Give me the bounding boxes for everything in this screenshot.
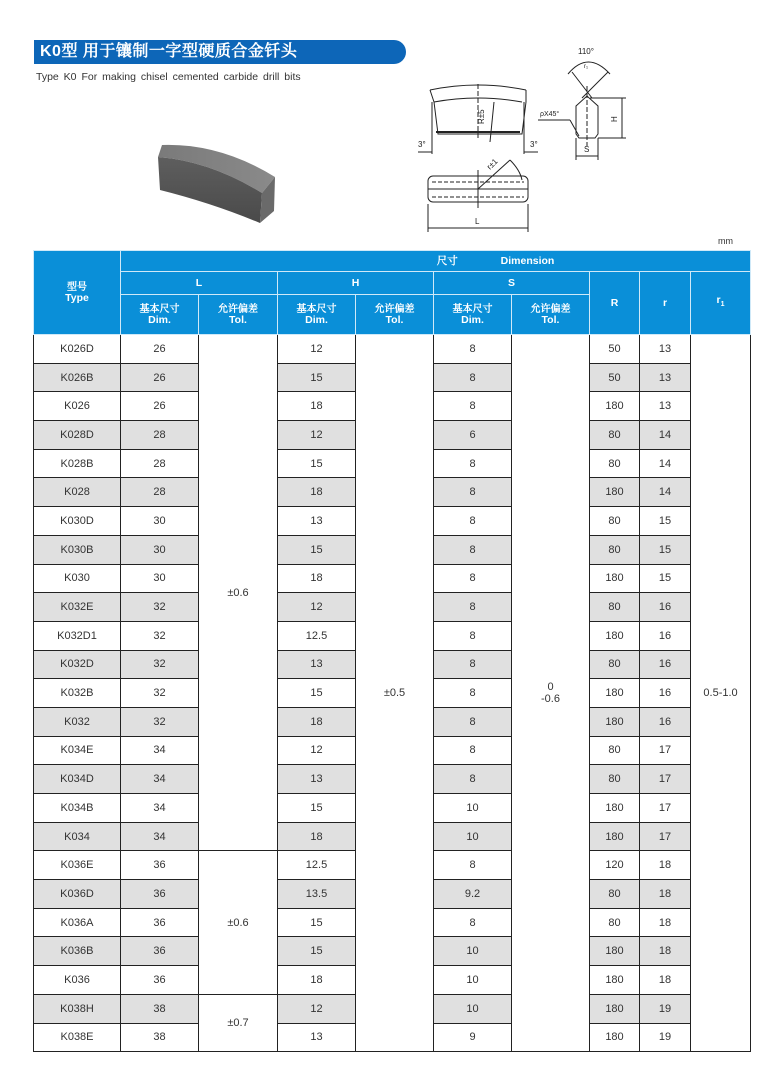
type-cell: K026D (34, 335, 121, 364)
r-cell: 80 (590, 908, 640, 937)
s-dim-cell: 10 (434, 994, 512, 1023)
l-dim-cell: 38 (121, 1023, 199, 1052)
small-r-cell: 16 (640, 650, 691, 679)
s-tol-upper: 0 (547, 681, 554, 694)
l-dim-cell: 34 (121, 794, 199, 823)
h-tol-header: 允许偏差 Tol. (356, 295, 434, 335)
l-dim-cell: 26 (121, 335, 199, 364)
r-cell: 80 (590, 535, 640, 564)
h-dim-cell: 12 (278, 421, 356, 450)
r-cell: 80 (590, 736, 640, 765)
col-h-header: H (278, 272, 434, 295)
type-cell: K034 (34, 822, 121, 851)
r-cell: 50 (590, 363, 640, 392)
type-cell: K032D (34, 650, 121, 679)
type-cell: K034B (34, 794, 121, 823)
s-dim-cell: 8 (434, 335, 512, 364)
l-dim-cell: 26 (121, 392, 199, 421)
h-dim-cell: 13 (278, 1023, 356, 1052)
l-tol-cell: ±0.6 (199, 851, 278, 994)
right-angle-label: 3° (530, 140, 538, 149)
h-dim-cell: 13.5 (278, 880, 356, 909)
small-r-cell: 15 (640, 535, 691, 564)
r1-cell: 0.5-1.0 (691, 335, 751, 1052)
small-r-cell: 14 (640, 421, 691, 450)
type-cell: K030B (34, 535, 121, 564)
r-cell: 180 (590, 794, 640, 823)
h-dim-cell: 18 (278, 478, 356, 507)
s-dim-cell: 8 (434, 478, 512, 507)
h-dim-cell: 18 (278, 392, 356, 421)
r-cell: 180 (590, 679, 640, 708)
type-cell: K026B (34, 363, 121, 392)
h-dim-cell: 15 (278, 937, 356, 966)
r-cell: 80 (590, 507, 640, 536)
small-r-cell: 16 (640, 593, 691, 622)
s-dim-cell: 8 (434, 851, 512, 880)
small-r-cell: 17 (640, 794, 691, 823)
s-dim-cell: 8 (434, 535, 512, 564)
type-cell: K036E (34, 851, 121, 880)
r-cell: 80 (590, 593, 640, 622)
l-tol-header: 允许偏差 Tol. (199, 295, 278, 335)
r-cell: 180 (590, 478, 640, 507)
l-dim-cell: 30 (121, 564, 199, 593)
s-label: S (584, 145, 590, 154)
l-dim-cell: 30 (121, 535, 199, 564)
h-dim-cell: 12 (278, 335, 356, 364)
l-dim-cell: 26 (121, 363, 199, 392)
s-dim-cell: 8 (434, 564, 512, 593)
r-cell: 80 (590, 650, 640, 679)
technical-drawing (398, 42, 638, 234)
r-cell: 180 (590, 822, 640, 851)
l-dim-cell: 36 (121, 908, 199, 937)
h-dim-cell: 15 (278, 794, 356, 823)
type-cell: K036 (34, 966, 121, 995)
small-r-cell: 14 (640, 478, 691, 507)
small-r-cell: 15 (640, 507, 691, 536)
r-cell: 80 (590, 765, 640, 794)
spec-table (33, 250, 751, 1052)
table-row (34, 335, 751, 364)
type-cell: K036B (34, 937, 121, 966)
r-cell: 80 (590, 880, 640, 909)
h-dim-cell: 12 (278, 736, 356, 765)
rr-label: r±1 (485, 156, 500, 172)
type-cell: K032B (34, 679, 121, 708)
type-cell: K026 (34, 392, 121, 421)
col-s-header: S (434, 272, 590, 295)
small-r-cell: 18 (640, 851, 691, 880)
l-dim-cell: 36 (121, 880, 199, 909)
l-dim-cell: 36 (121, 937, 199, 966)
dimension-header: 尺寸 Dimension (121, 251, 751, 272)
l-dim-cell: 28 (121, 421, 199, 450)
h-dim-cell: 13 (278, 650, 356, 679)
r-cell: 180 (590, 707, 640, 736)
h-dim-cell: 12 (278, 994, 356, 1023)
l-dim-cell: 34 (121, 822, 199, 851)
angle-label: 110° (578, 47, 594, 56)
s-dim-cell: 10 (434, 822, 512, 851)
small-r-cell: 15 (640, 564, 691, 593)
r-cell: 180 (590, 1023, 640, 1052)
r-label: R±5 (477, 109, 486, 124)
r-cell: 180 (590, 621, 640, 650)
s-dim-cell: 9 (434, 1023, 512, 1052)
h-dim-cell: 13 (278, 765, 356, 794)
s-dim-cell: 8 (434, 736, 512, 765)
h-dim-cell: 15 (278, 679, 356, 708)
l-dim-cell: 32 (121, 593, 199, 622)
col-small-r-header: r (640, 272, 691, 335)
h-dim-cell: 15 (278, 449, 356, 478)
h-dim-cell: 18 (278, 966, 356, 995)
col-type-header: 型号 Type (34, 251, 121, 335)
small-r-cell: 16 (640, 707, 691, 736)
small-r-cell: 17 (640, 822, 691, 851)
l-dim-cell: 32 (121, 621, 199, 650)
l-tol-cell: ±0.6 (199, 335, 278, 851)
product-photo (150, 115, 290, 225)
small-r-cell: 13 (640, 363, 691, 392)
type-cell: K034D (34, 765, 121, 794)
r-cell: 80 (590, 421, 640, 450)
r-cell: 180 (590, 966, 640, 995)
h-dim-cell: 13 (278, 507, 356, 536)
type-cell: K032 (34, 707, 121, 736)
l-dim-cell: 36 (121, 966, 199, 995)
l-dim-cell: 34 (121, 765, 199, 794)
r-cell: 120 (590, 851, 640, 880)
type-cell: K038H (34, 994, 121, 1023)
type-cell: K028D (34, 421, 121, 450)
type-cell: K028 (34, 478, 121, 507)
unit-label: mm (718, 236, 733, 246)
type-cell: K030 (34, 564, 121, 593)
small-r-cell: 17 (640, 765, 691, 794)
s-dim-cell: 10 (434, 937, 512, 966)
r-cell: 80 (590, 449, 640, 478)
l-dim-cell: 32 (121, 707, 199, 736)
l-tol-cell: ±0.7 (199, 994, 278, 1051)
r-cell: 180 (590, 564, 640, 593)
l-dim-cell: 32 (121, 679, 199, 708)
small-r-cell: 14 (640, 449, 691, 478)
h-dim-header: 基本尺寸 Dim. (278, 295, 356, 335)
s-dim-cell: 8 (434, 707, 512, 736)
chamfer-label: ρX45° (540, 111, 560, 118)
h-label: H (610, 116, 619, 122)
h-dim-cell: 15 (278, 908, 356, 937)
s-dim-cell: 10 (434, 966, 512, 995)
s-dim-cell: 9.2 (434, 880, 512, 909)
small-r-cell: 18 (640, 966, 691, 995)
h-dim-cell: 15 (278, 363, 356, 392)
h-dim-cell: 12.5 (278, 621, 356, 650)
s-dim-cell: 8 (434, 621, 512, 650)
r-cell: 180 (590, 392, 640, 421)
s-dim-cell: 8 (434, 765, 512, 794)
small-r-cell: 18 (640, 880, 691, 909)
l-label: L (475, 217, 480, 226)
left-angle-label: 3° (418, 140, 426, 149)
small-r-cell: 18 (640, 937, 691, 966)
small-r-cell: 17 (640, 736, 691, 765)
h-dim-cell: 18 (278, 707, 356, 736)
small-r-cell: 19 (640, 1023, 691, 1052)
l-dim-cell: 32 (121, 650, 199, 679)
type-cell: K036A (34, 908, 121, 937)
col-r-header: R (590, 272, 640, 335)
l-dim-header: 基本尺寸 Dim. (121, 295, 199, 335)
s-dim-cell: 6 (434, 421, 512, 450)
r-cell: 180 (590, 937, 640, 966)
s-dim-header: 基本尺寸 Dim. (434, 295, 512, 335)
small-r-cell: 16 (640, 621, 691, 650)
type-cell: K028B (34, 449, 121, 478)
s-dim-cell: 8 (434, 650, 512, 679)
type-cell: K034E (34, 736, 121, 765)
l-dim-cell: 28 (121, 478, 199, 507)
s-dim-cell: 8 (434, 593, 512, 622)
s-dim-cell: 8 (434, 363, 512, 392)
s-dim-cell: 10 (434, 794, 512, 823)
s-tol-header: 允许偏差 Tol. (512, 295, 590, 335)
s-dim-cell: 8 (434, 507, 512, 536)
col-l-header: L (121, 272, 278, 295)
s-dim-cell: 8 (434, 679, 512, 708)
page-title: K0型 用于镶制一字型硬质合金钎头 (34, 40, 406, 64)
l-dim-cell: 28 (121, 449, 199, 478)
page-subtitle: Type K0 For making chisel cemented carbide drill bits (36, 71, 301, 83)
r-cell: 180 (590, 994, 640, 1023)
s-dim-cell: 8 (434, 449, 512, 478)
col-r1-header: $r_1$ (691, 272, 751, 335)
l-dim-cell: 30 (121, 507, 199, 536)
h-dim-cell: 12.5 (278, 851, 356, 880)
r1-label: r₁ (584, 64, 589, 70)
type-cell: K032D1 (34, 621, 121, 650)
small-r-cell: 16 (640, 679, 691, 708)
l-dim-cell: 34 (121, 736, 199, 765)
h-dim-cell: 18 (278, 564, 356, 593)
h-dim-cell: 18 (278, 822, 356, 851)
s-dim-cell: 8 (434, 392, 512, 421)
type-cell: K038E (34, 1023, 121, 1052)
type-cell: K036D (34, 880, 121, 909)
type-cell: K030D (34, 507, 121, 536)
l-dim-cell: 36 (121, 851, 199, 880)
s-tol-lower: -0.6 (541, 693, 560, 706)
small-r-cell: 13 (640, 335, 691, 364)
h-dim-cell: 12 (278, 593, 356, 622)
h-dim-cell: 15 (278, 535, 356, 564)
s-tol-cell (512, 335, 590, 1052)
r-cell: 50 (590, 335, 640, 364)
small-r-cell: 18 (640, 908, 691, 937)
type-cell: K032E (34, 593, 121, 622)
s-dim-cell: 8 (434, 908, 512, 937)
l-dim-cell: 38 (121, 994, 199, 1023)
small-r-cell: 13 (640, 392, 691, 421)
small-r-cell: 19 (640, 994, 691, 1023)
h-tol-cell: ±0.5 (356, 335, 434, 1052)
